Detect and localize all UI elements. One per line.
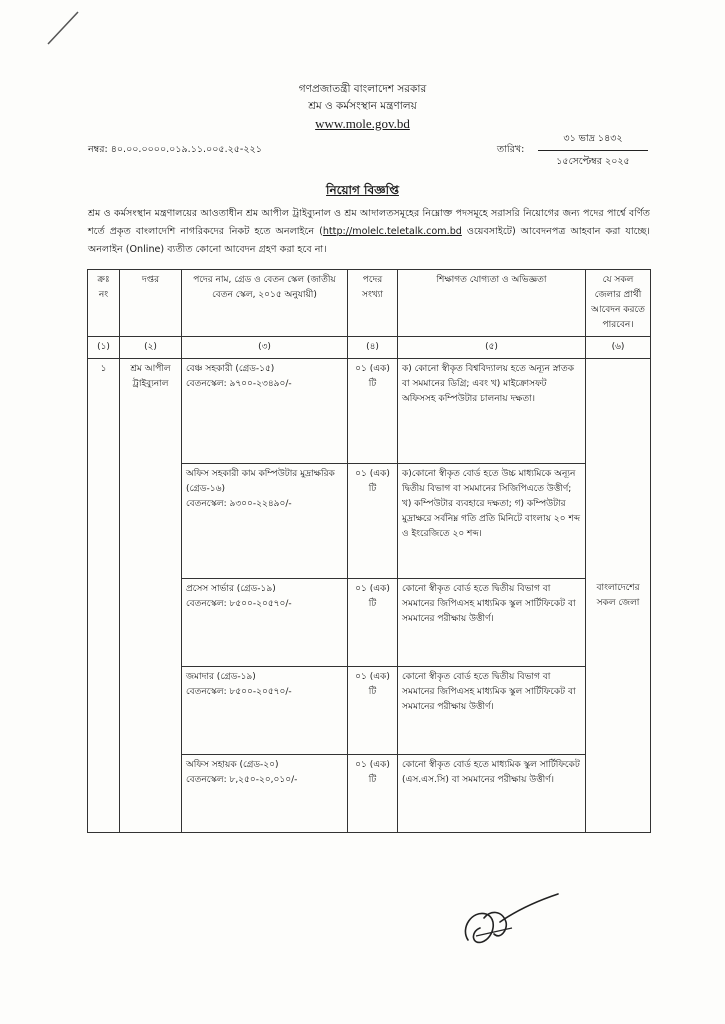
- pen-stroke-mark: [44, 8, 84, 48]
- post-name: প্রসেস সার্ভার (গ্রেড-১৯): [186, 584, 276, 594]
- date-bangla: ৩১ ভাদ্র ১৪৩২: [538, 132, 648, 151]
- pay-scale: বেতনস্কেল: ৮,২৫০-২০,০১০/-: [186, 775, 298, 785]
- ministry-website-link[interactable]: www.mole.gov.bd: [315, 116, 410, 131]
- post-cell: [182, 667, 348, 755]
- vacancy-table: [87, 269, 651, 833]
- column-number: (৫): [398, 337, 586, 359]
- qualification-cell: কোনো স্বীকৃত বোর্ড হতে দ্বিতীয় বিভাগ বা সমমানের জিপিএসহ মাধ্যমিক স্কুল সার্টিফিকেট বা সমমানের পরীক্ষায় উত্তীর্ণ।: [398, 579, 586, 667]
- qualification-cell: ক) কোনো স্বীকৃত বিশ্ববিদ্যালয় হতে অন্যূন স্নাতক বা সমমানের ডিগ্রি; এবং খ) মাইক্রোসফট অফিসসহ কম্পিউটার চালনায় দক্ষতা।: [398, 359, 586, 464]
- column-number-row: [88, 337, 651, 359]
- header-qualification: শিক্ষাগত যোগ্যতা ও অভিজ্ঞতা: [398, 270, 586, 337]
- column-number: (৪): [348, 337, 398, 359]
- column-number: (২): [120, 337, 182, 359]
- count-cell: ০১ (এক) টি: [348, 359, 398, 464]
- count-cell: ০১ (এক) টি: [348, 755, 398, 833]
- government-name: গণপ্রজাতন্ত্রী বাংলাদেশ সরকার: [298, 83, 427, 95]
- header-office: দপ্তর: [120, 270, 182, 337]
- table-header-row: [88, 270, 651, 337]
- ministry-name: শ্রম ও কর্মসংস্থান মন্ত্রণালয়: [308, 100, 417, 112]
- header-serial: ক্রঃ নং: [88, 270, 120, 337]
- header-post: পদের নাম, গ্রেড ও বেতন স্কেল (জাতীয় বেতন স্কেল, ২০১৫ অনুযায়ী): [182, 270, 348, 337]
- pay-scale: বেতনস্কেল: ৮৫০০-২০৫৭০/-: [186, 599, 292, 609]
- memo-number: নম্বর: ৪০.০০.০০০০.০১৯.১১.০০৫.২৫-২২১: [88, 144, 262, 155]
- post-cell: [182, 579, 348, 667]
- pay-scale: বেতনস্কেল: ৯৩০০-২২৪৯০/-: [186, 499, 292, 509]
- districts-cell: বাংলাদেশের সকল জেলা: [586, 359, 651, 833]
- notice-intro: [88, 205, 650, 259]
- count-cell: ০১ (এক) টি: [348, 667, 398, 755]
- date-label: তারিখ:: [497, 144, 525, 155]
- notice-title: [0, 182, 725, 202]
- intro-text-2: ওয়েবসাইটে) আবেদনপত্র আহবান করা যাচ্ছে। অনলাইন (Online) ব্যতীত কোনো আবেদন গ্রহণ করা হবে না।: [88, 226, 650, 255]
- notice-title-text: নিয়োগ বিজ্ঞপ্তি: [326, 183, 399, 197]
- date-block: [538, 132, 648, 170]
- post-name: বেঞ্চ সহকারী (গ্রেড-১৫): [186, 364, 275, 374]
- office-cell: শ্রম আপীল ট্রাইব্যুনাল: [120, 359, 182, 833]
- date-english: ১৫সেপ্টেম্বর ২০২৫: [556, 156, 630, 167]
- header-districts: যে সকল জেলার প্রার্থী আবেদন করতে পারবেন।: [586, 270, 651, 337]
- intro-text-1: শ্রম ও কর্মসংস্থান মন্ত্রণালয়ের আওতাধীন শ্রম আপীল ট্রাইব্যুনাল ও শ্রম আদালতসমূহের নিম্নোক্ত পদসমূহে সরাসরি নিয়োগের জন্য পদের পার্শ্বে বর্ণিত শর্তে প্রকৃত বাংলাদেশি নাগরিকদের নিকট হতে অনলাইনে (: [88, 208, 650, 237]
- application-url-link[interactable]: http://molelc.teletalk.com.bd: [322, 226, 462, 237]
- post-name: অফিস সহকারী কাম কম্পিউটার মুদ্রাক্ষরিক (গ্রেড-১৬): [186, 469, 335, 494]
- qualification-cell: ক)কোনো স্বীকৃত বোর্ড হতে উচ্চ মাধ্যমিকে অন্যূন দ্বিতীয় বিভাগ বা সমমানের সিজিপিএতে উত্তীর্ণ; খ) কম্পিউটার ব্যবহারে দক্ষতা; গ) কম্পিউটার মুদ্রাক্ষরে সর্বনিম্ন গতি প্রতি মিনিটে বাংলায় ২০ শব্দ ও ইংরেজিতে ২০ শব্দ।: [398, 464, 586, 579]
- post-cell: [182, 755, 348, 833]
- qualification-cell: কোনো স্বীকৃত বোর্ড হতে মাধ্যমিক স্কুল সার্টিফিকেট (এস.এস.সি) বা সমমানের পরীক্ষায় উত্তীর্ণ।: [398, 755, 586, 833]
- serial-cell: ১: [88, 359, 120, 833]
- pay-scale: বেতনস্কেল: ৯৭০০-২৩৪৯০/-: [186, 379, 292, 389]
- post-cell: [182, 464, 348, 579]
- qualification-cell: কোনো স্বীকৃত বোর্ড হতে দ্বিতীয় বিভাগ বা সমমানের জিপিএসহ মাধ্যমিক স্কুল সার্টিফিকেট বা সমমানের পরীক্ষায় উত্তীর্ণ।: [398, 667, 586, 755]
- post-cell: [182, 359, 348, 464]
- post-name: জমাদার (গ্রেড-১৯): [186, 672, 256, 682]
- signature-mark: [450, 888, 570, 958]
- column-number: (৬): [586, 337, 651, 359]
- header-count: পদের সংখ্যা: [348, 270, 398, 337]
- count-cell: ০১ (এক) টি: [348, 464, 398, 579]
- pay-scale: বেতনস্কেল: ৮৫০০-২০৫৭০/-: [186, 687, 292, 697]
- post-name: অফিস সহায়ক (গ্রেড-২০): [186, 760, 279, 770]
- count-cell: ০১ (এক) টি: [348, 579, 398, 667]
- column-number: (১): [88, 337, 120, 359]
- table-row: [88, 359, 651, 464]
- column-number: (৩): [182, 337, 348, 359]
